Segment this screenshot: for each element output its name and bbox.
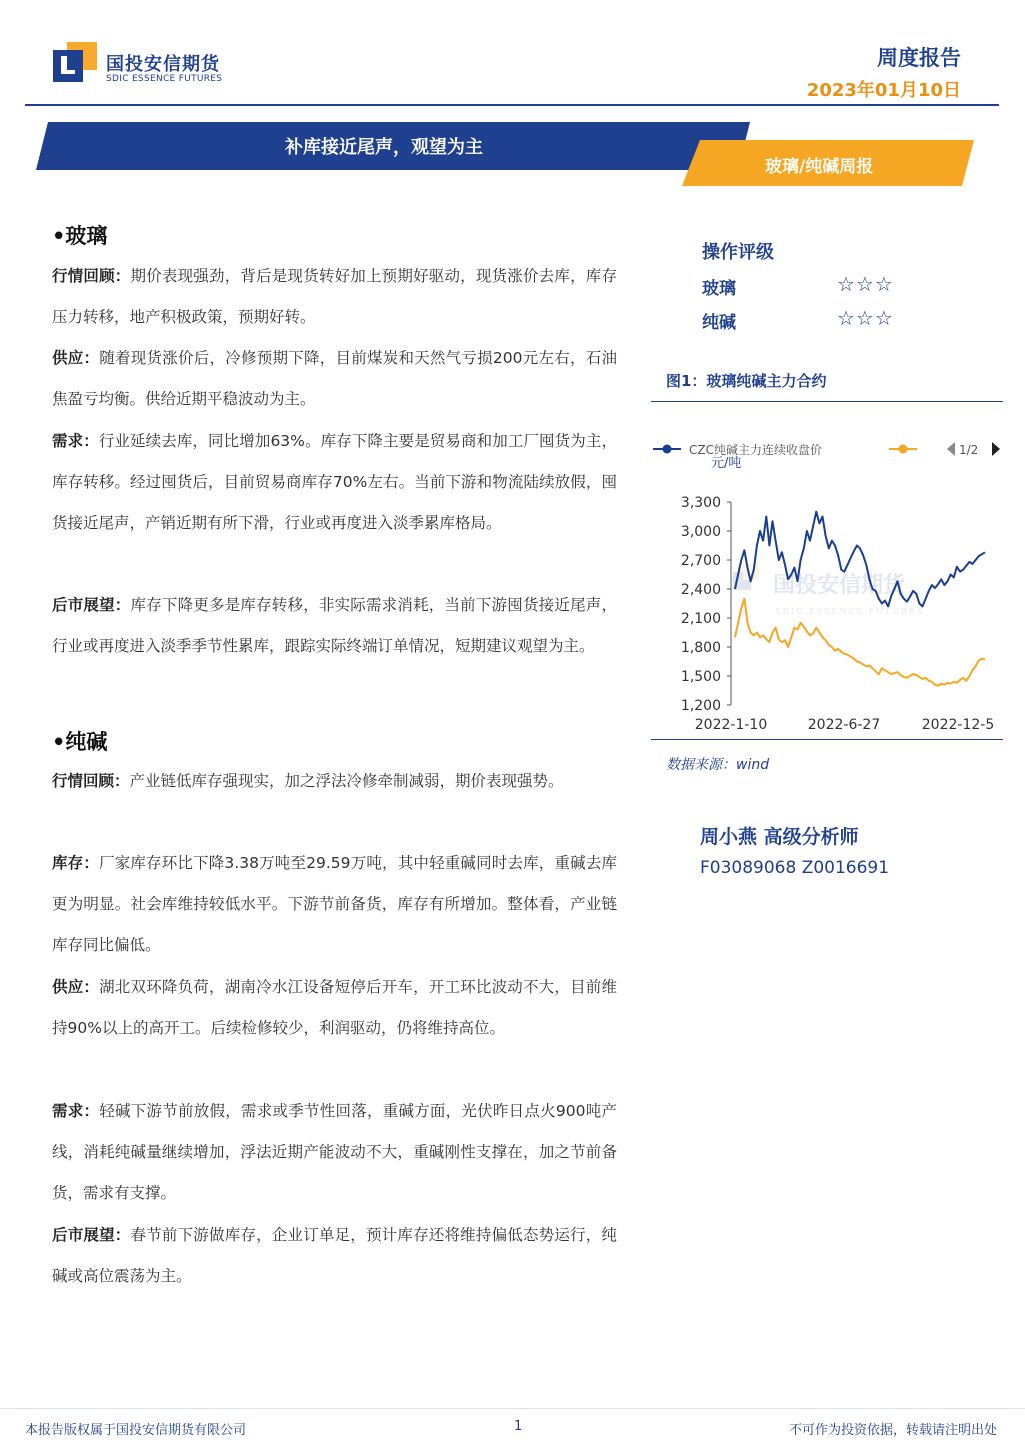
footer-divider (0, 1408, 1025, 1409)
figure-top-rule (651, 401, 1003, 402)
header-divider (25, 104, 999, 106)
glass-paragraph-outlook (52, 585, 617, 667)
paragraph-label: 供应： (52, 978, 100, 996)
paragraph-text: 行业延续去库，同比增加63%。库存下降主要是贸易商和加工厂囤货为主，库存转移。经过囤货后，目前贸易商库存70%左右。当前下游和物流陆续放假，囤货接近尾声，产销近期有所下滑，行业或再度进入淡季累库格局。 (52, 432, 617, 533)
rating-title: 操作评级 (702, 242, 774, 263)
y-tick-label: 2,700 (680, 553, 721, 569)
paragraph-label: 需求： (52, 432, 99, 450)
figure-title: 图1：玻璃纯碱主力合约 (666, 372, 827, 390)
paragraph-label: 库存： (52, 854, 100, 872)
y-axis-unit: 元/吨 (711, 456, 742, 471)
watermark-text-cn: 国投安信期货 (773, 573, 906, 598)
paragraph-text: 轻碱下游节前放假，需求或季节性回落，重碱方面，光伏昨日点火900吨产线，消耗纯碱量继续增加，浮法近期产能波动不大，重碱刚性支撑在，加之节前备货，需求有支撑。 (52, 1102, 617, 1203)
paragraph-label: 需求： (52, 1102, 100, 1120)
y-tick-label: 3,000 (680, 524, 721, 540)
y-tick-label: 2,100 (680, 611, 721, 627)
section-heading-soda: •纯碱 (52, 730, 108, 754)
paragraph-text: 厂家库存环比下降3.38万吨至29.59万吨，其中轻重碱同时去库，重碱去库更为明显。社会库维持较低水平。下游节前备货，库存有所增加。整体看，产业链库存同比偏低。 (52, 854, 617, 955)
paragraph-text: 湖北双环降负荷，湖南冷水江设备短停后开车，开工环比波动不大，目前维持90%以上的高开工。后续检修较少，利润驱动，仍将维持高位。 (52, 978, 617, 1038)
y-tick-label: 1,800 (680, 640, 721, 656)
paragraph-label: 供应： (52, 349, 100, 367)
footer-copyright: 本报告版权属于国投安信期货有限公司 (25, 1423, 247, 1438)
analyst-name-title: 周小燕 高级分析师 (700, 826, 859, 848)
soda-paragraph-inventory (52, 843, 617, 967)
company-name-cn: 国投安信期货 (106, 54, 220, 75)
x-tick-label: 2022-1-10 (694, 717, 768, 733)
section-heading-glass: •玻璃 (52, 224, 108, 248)
figure-bottom-rule (651, 739, 1003, 740)
glass-paragraph-demand (52, 421, 617, 545)
legend-label-series-1: CZC纯碱主力连续收盘价 (689, 443, 822, 457)
y-tick-label: 1,200 (680, 698, 721, 714)
x-tick-label: 2022-12-5 (921, 717, 995, 733)
rating-item-soda: 纯碱 (702, 313, 736, 333)
glass-paragraph-supply (52, 338, 617, 420)
paragraph-text: 春节前下游做库存，企业订单足，预计库存还将维持偏低态势运行，纯碱或高位震荡为主。 (52, 1226, 617, 1286)
y-tick-label: 3,300 (680, 495, 721, 511)
report-date: 2023年01月10日 (806, 80, 961, 101)
chart-legend (653, 442, 1000, 457)
legend-marker-series-2 (899, 445, 908, 454)
report-category-tag: 玻璃/纯碱周报 (765, 157, 874, 177)
paragraph-text: 库存下降更多是库存转移，非实际需求消耗，当前下游囤货接近尾声，行业或再度进入淡季季节性累库，跟踪实际终端订单情况，短期建议观望为主。 (52, 596, 617, 656)
footer-disclaimer: 不可作为投资依据，转载请注明出处 (788, 1423, 997, 1438)
paragraph-label: 行情回顾： (52, 267, 131, 285)
page-number: 1 (514, 1419, 523, 1434)
company-name-en: SDIC ESSENCE FUTURES (106, 74, 223, 84)
rating-stars-glass: ☆☆☆ (837, 272, 894, 296)
report-title: 补库接近尾声，观望为主 (285, 137, 483, 158)
data-source: 数据来源：wind (666, 757, 770, 773)
company-logo (53, 42, 97, 82)
paragraph-label: 后市展望： (52, 1226, 131, 1244)
watermark-text-en: SDIC ESSENCE FUTURES (775, 607, 925, 616)
rating-stars-soda: ☆☆☆ (837, 306, 894, 330)
legend-marker-series-1 (663, 445, 672, 454)
chart-watermark (733, 564, 924, 616)
soda-paragraph-review (52, 761, 617, 802)
x-tick-label: 2022-6-27 (807, 717, 881, 733)
y-tick-label: 2,400 (680, 582, 721, 598)
legend-page-indicator: 1/2 (959, 443, 979, 457)
soda-paragraph-supply (52, 967, 617, 1049)
soda-paragraph-outlook (52, 1215, 617, 1297)
soda-paragraph-demand (52, 1091, 617, 1215)
paragraph-text: 期价表现强劲，背后是现货转好加上预期好驱动，现货涨价去库，库存压力转移，地产积极政策，预期好转。 (52, 267, 617, 327)
paragraph-label: 行情回顾： (52, 772, 130, 790)
paragraph-text: 随着现货涨价后，冷修预期下降，目前煤炭和天然气亏损200元左右，石油焦盈亏均衡。供给近期平稳波动为主。 (52, 349, 617, 409)
legend-prev-icon[interactable] (947, 442, 955, 456)
paragraph-label: 后市展望： (52, 596, 131, 614)
legend-next-icon[interactable] (992, 442, 1000, 456)
paragraph-text: 产业链低库存强现实，加之浮法冷修牵制减弱，期价表现强势。 (129, 772, 564, 790)
analyst-licenses: F03089068 Z0016691 (700, 858, 890, 878)
price-line-chart (651, 430, 1003, 735)
rating-item-glass: 玻璃 (702, 279, 736, 299)
glass-paragraph-review (52, 256, 617, 338)
y-tick-label: 1,500 (680, 669, 721, 685)
report-type: 周度报告 (877, 46, 961, 70)
